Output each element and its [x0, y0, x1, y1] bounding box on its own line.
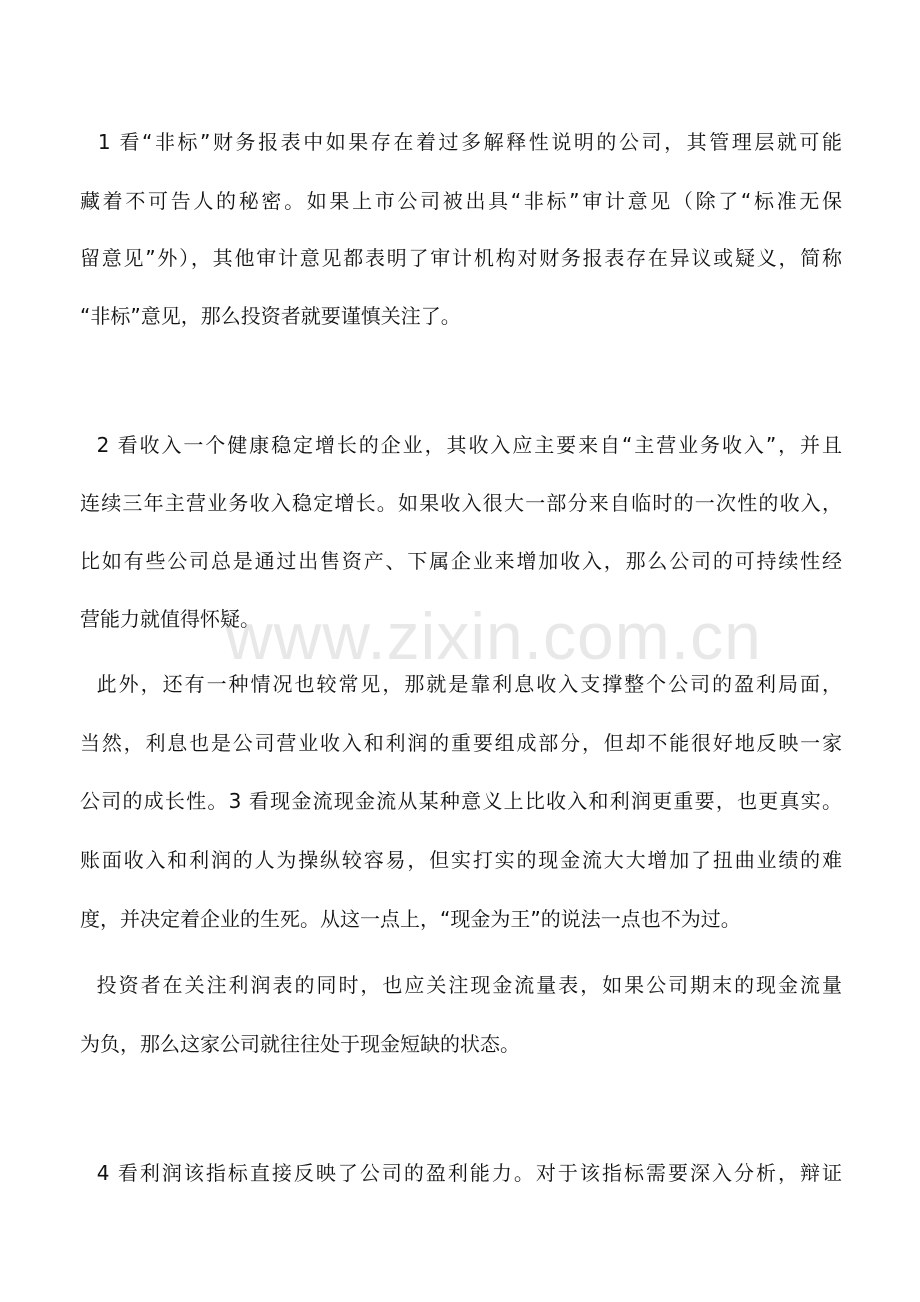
- paragraph-1-line-2: 藏着不可告人的秘密。如果上市公司被出具“非标”审计意见（除了“标准无保: [80, 189, 842, 213]
- paragraph-2-line-1: 2 看收入一个健康稳定增长的企业，其收入应主要来自“主营业务收入”，并且: [80, 433, 842, 457]
- paragraph-5-line-1: 4 看利润该指标直接反映了公司的盈利能力。对于该指标需要深入分析，辩证: [80, 1161, 842, 1185]
- paragraph-1-line-3: 留意见”外），其他审计意见都表明了审计机构对财务报表存在异议或疑义，简称: [80, 246, 842, 270]
- paragraph-1-line-1: 1 看“非标”财务报表中如果存在着过多解释性说明的公司，其管理层就可能: [80, 130, 842, 154]
- paragraph-2-line-4: 营能力就值得怀疑。: [80, 607, 260, 631]
- watermark: www.zixin.com.cn: [225, 599, 762, 673]
- paragraph-3-line-1: 此外，还有一种情况也较常见，那就是靠利息收入支撑整个公司的盈利局面，: [80, 672, 842, 696]
- paragraph-3-line-5: 度，并决定着企业的生死。从这一点上，“现金为王”的说法一点也不为过。: [80, 907, 741, 931]
- paragraph-4-line-1: 投资者在关注利润表的同时，也应关注现金流量表，如果公司期末的现金流量: [80, 973, 842, 997]
- paragraph-2-line-2: 连续三年主营业务收入稳定增长。如果收入很大一部分来自临时的一次性的收入，: [80, 491, 842, 515]
- paragraph-3-line-4: 账面收入和利润的人为操纵较容易，但实打实的现金流大大增加了扭曲业绩的难: [80, 848, 842, 872]
- paragraph-2-line-3: 比如有些公司总是通过出售资产、下属企业来增加收入，那么公司的可持续性经: [80, 549, 842, 573]
- paragraph-3-line-3: 公司的成长性。3 看现金流现金流从某种意义上比收入和利润更重要，也更真实。: [80, 789, 842, 813]
- paragraph-1-line-4: “非标”意见，那么投资者就要谨慎关注了。: [80, 304, 461, 328]
- paragraph-3-line-2: 当然，利息也是公司营业收入和利润的重要组成部分，但却不能很好地反映一家: [80, 731, 842, 755]
- paragraph-4-line-2: 为负，那么这家公司就往往处于现金短缺的状态。: [80, 1032, 520, 1056]
